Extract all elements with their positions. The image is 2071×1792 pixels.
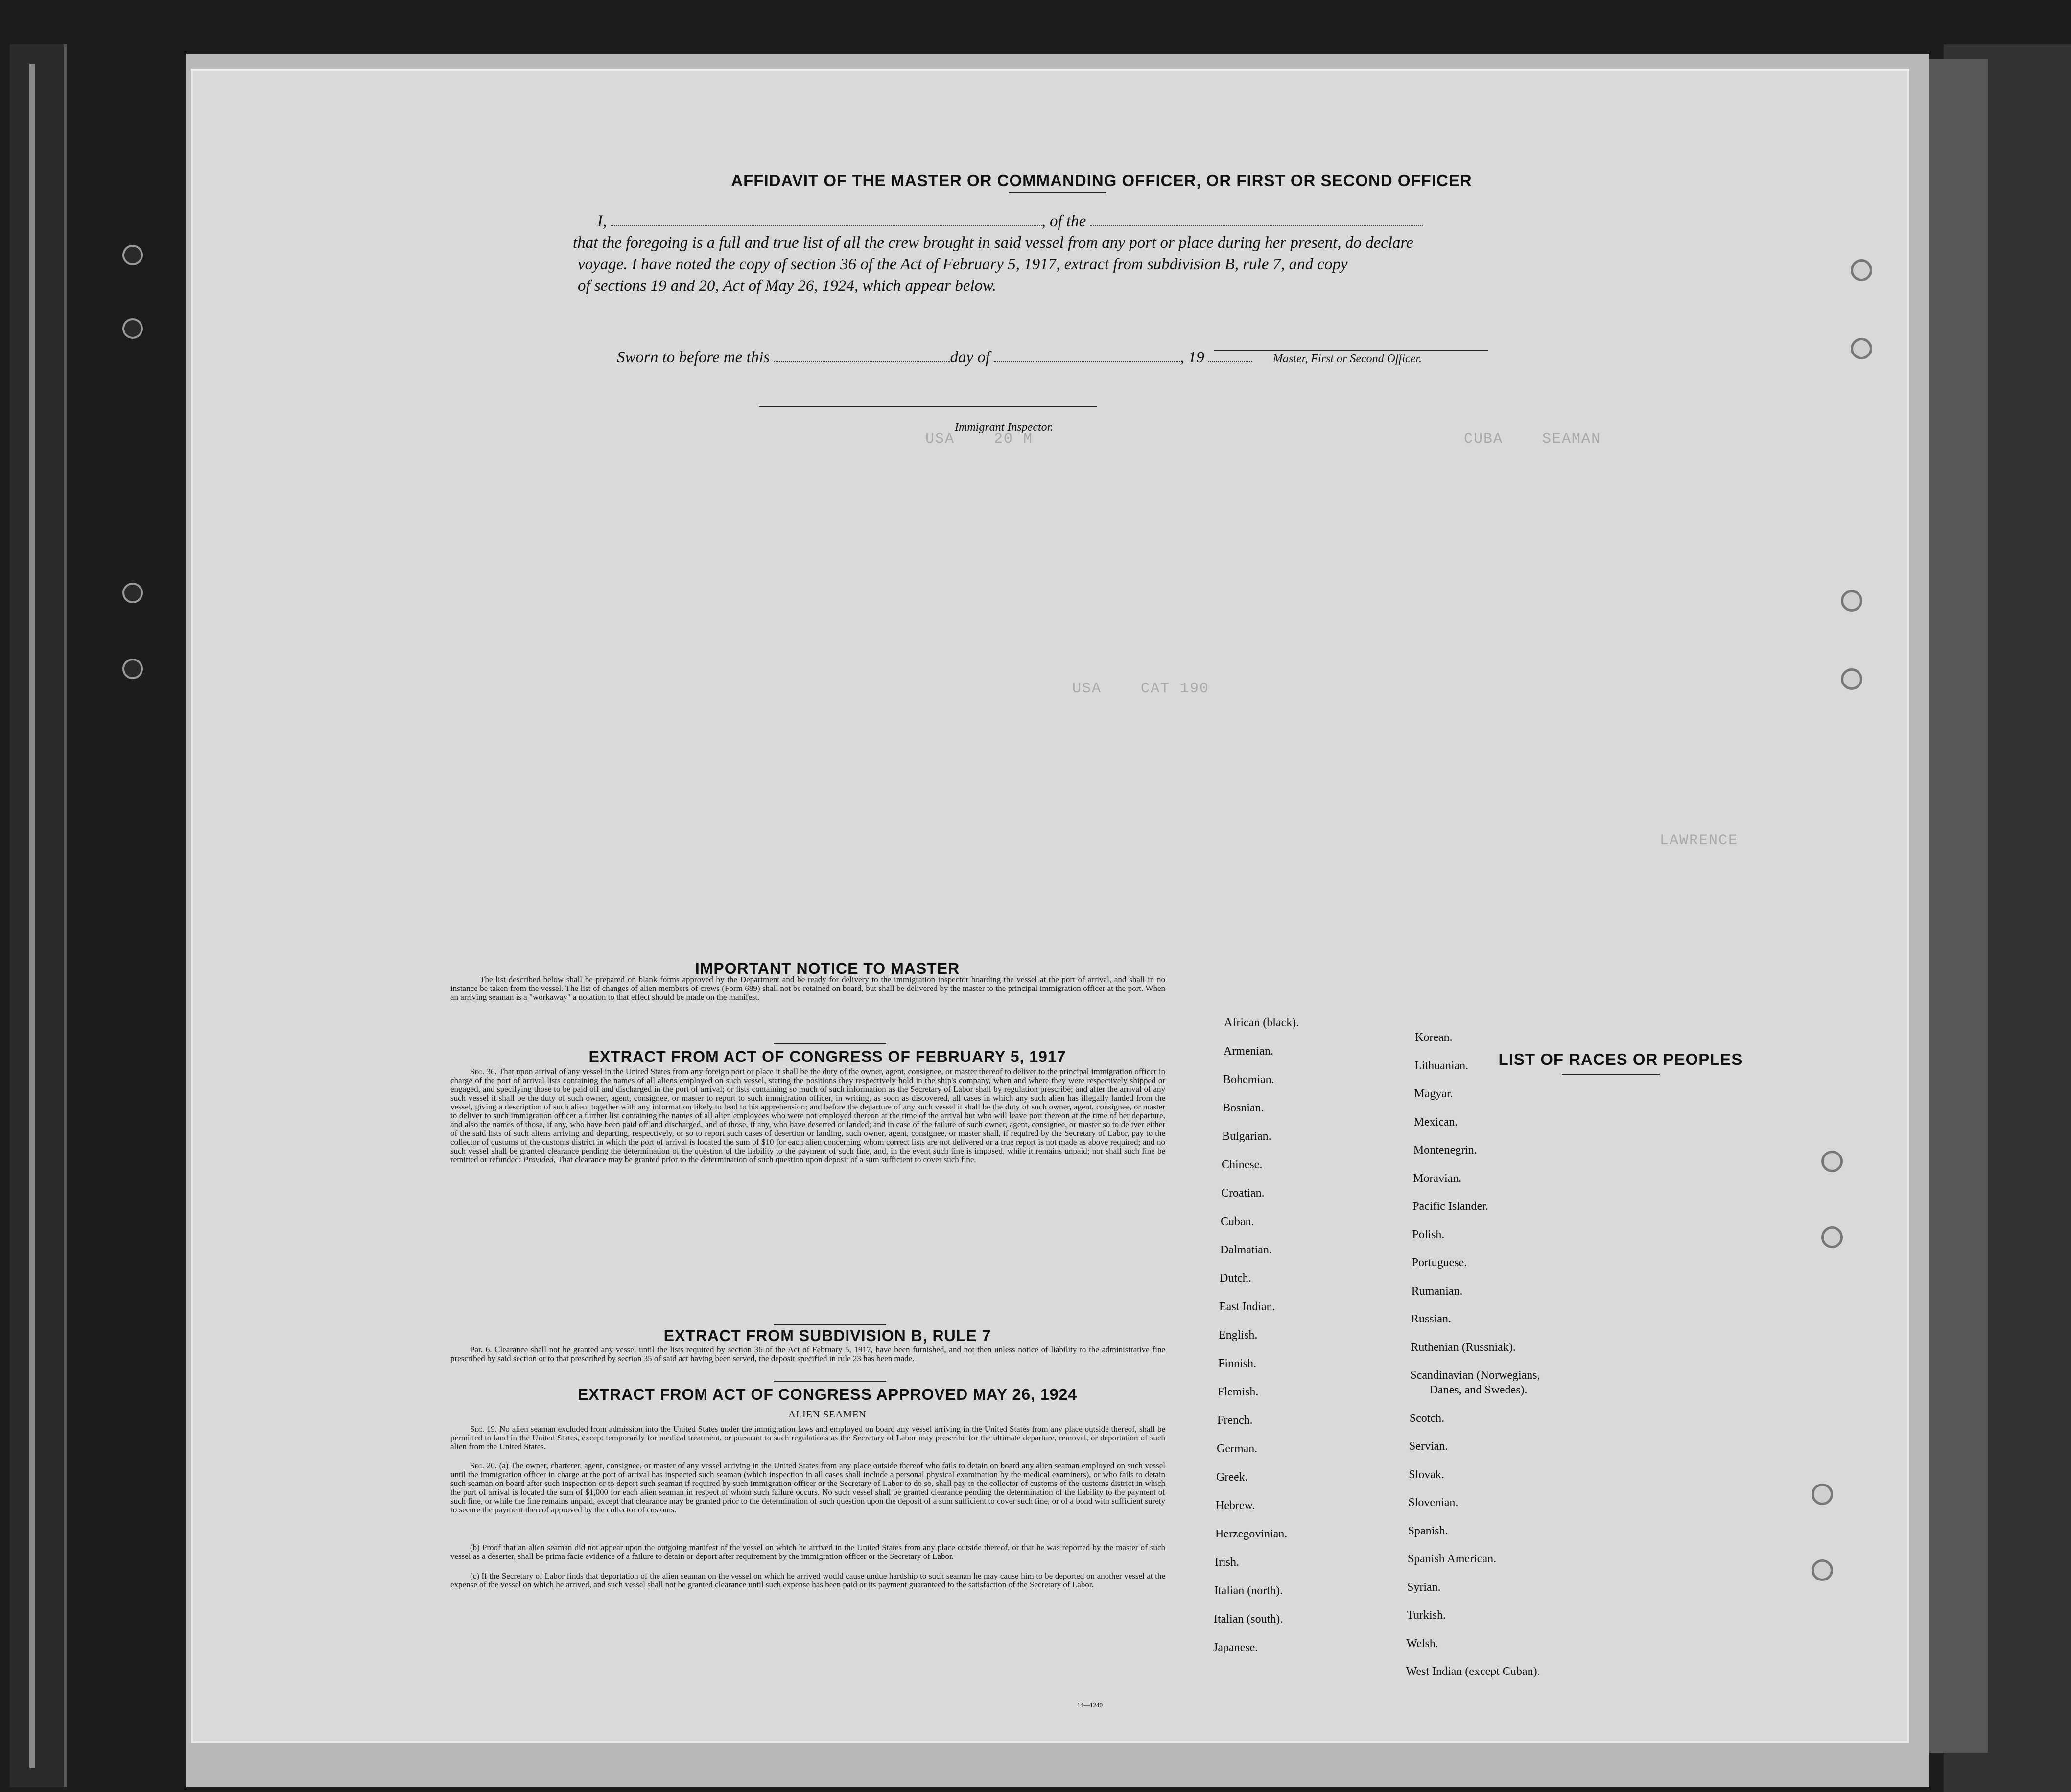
race-item: Rumanian. [1411,1284,1463,1297]
sec-36-body: That upon arrival of any vessel in the United States from any foreign port or place it shall be the duty of the owner, agent, consignee, or master thereof to deliver to the principal immigration officer in charge of the port of arrival lists containing the names of all aliens employed on such vessel, stating the positions they respectively hold in the ship's company, when and where they were respectively shipped or engaged, and specifying those to be paid off and discharged in the port of arrival; or lists containing so much of such information as the Secretary of Labor shall by regulation prescribe; and after the arrival of any such vessel it shall be the duty of such owner, agent, consignee, or master to report to such immigration officer, in writing, as soon as discovered, all cases in which any such alien has illegally landed from the vessel, giving a description of such alien, together with any information likely to lead to his apprehension; and before the departure of any such vessel it shall be the duty of such owner, agent, consignee, or master to deliver to such immigration officer a further list containing the names of all alien employees who were not employed thereon at the time of the arrival but who will leave port thereon at the time of her departure, and also the names of those, if any, who have been paid off and discharged, and of those, if any, who have deserted or landed; and in case of the failure of such owner, agent, consignee, or master so to deliver either of the said lists of such aliens arriving and departing, respectively, or so to report such cases of desertion or landing, such owner, agent, consignee, or master shall, if required by the Secretary of Labor, pay to the collector of customs of the customs district in which the port of arrival is located the sum of $10 for each alien concerning whom correct lists are not delivered or a true report is not made as above required; and no such vessel shall be granted clearance pending the determination of the question of the liability to the payment of such fine, and, in the event such fine is imposed, while it remains unpaid; nor shall such fine be remitted or refunded: [450,1067,1165,1164]
race-item: Irish. [1215,1556,1239,1569]
sec-19-body: No alien seaman excluded from admission into the United States under the immigration laws and employed on board any vessel arriving in the United States from any place outside thereof, shall be permitted to land in the United States, except temporarily for medical treatment, or pursuant to such regulations as the Secretary of Labor may prescribe for the ultimate departure, removal, or deportation of such alien from the United States. [450,1424,1165,1451]
affidavit-title: AFFIDAVIT OF THE MASTER OR COMMANDING OFFICER, OR FIRST OR SECOND OFFICER [731,171,1472,189]
sworn-day: day of [950,349,990,366]
race-item: Turkish. [1407,1609,1446,1622]
binder-hole [122,245,143,265]
sworn-prefix: Sworn to before me this [617,349,770,366]
race-item: Dalmatian. [1220,1244,1272,1256]
extract-1924-title: EXTRACT FROM ACT OF CONGRESS APPROVED MAY 26, 1924 [577,1386,1078,1403]
punch-hole [1851,259,1872,281]
punch-hole [1812,1559,1833,1581]
binder-hole [122,318,143,339]
race-item: Chinese. [1222,1158,1263,1171]
notice-title: IMPORTANT NOTICE TO MASTER [695,960,960,977]
race-item: Servian. [1409,1440,1448,1453]
master-label: Master, First or Second Officer. [1273,353,1422,365]
punch-hole [1812,1484,1833,1505]
sec-20a-text [450,1462,1165,1514]
vessel-blank [1090,212,1423,226]
affidavit-line-3 [578,254,1348,275]
race-item: West Indian (except Cuban). [1406,1665,1540,1678]
sec-20-label: Sec. 20. [470,1461,497,1470]
race-item: Armenian. [1224,1045,1273,1058]
scanner-left-strip [10,44,67,1787]
affidavit-text-2: that the foregoing is a full and true list of all the crew brought in said vessel from any port or place during her present [573,234,1338,252]
race-item: Hebrew. [1216,1499,1255,1512]
race-item: Flemish. [1218,1386,1259,1398]
affidavit-text-3: voyage. I have noted the copy of section 36 of the Act of February 5, 1917, extract from subdivision B, rule 7, and copy [578,256,1348,273]
race-item: Polish. [1412,1228,1445,1241]
race-item: Greek. [1216,1471,1248,1484]
affidavit-line-2 [573,232,1413,254]
alien-seamen-subtitle: ALIEN SEAMEN [788,1409,867,1420]
race-item: Bosnian. [1223,1102,1264,1114]
race-item: Spanish. [1408,1524,1448,1537]
rule7-text: Par. 6. Clearance shall not be granted any vessel until the lists required by section 36 of the Act of February 5, 1917, have been furnished, and not then unless notice of liability to the administrative fine prescribed by said section or to that prescribed by section 35 of said act having been served, the deposit specified in rule 23 has been made. [450,1345,1165,1363]
manifest-page [191,69,1909,1743]
race-item: Bulgarian. [1222,1130,1271,1143]
inspector-label: Immigrant Inspector. [955,421,1054,434]
race-item: African (black). [1224,1016,1299,1029]
race-item: Bohemian. [1223,1073,1274,1086]
title-rule [1009,192,1106,193]
form-number: 14—1240 [1077,1701,1103,1709]
race-item: Portuguese. [1412,1256,1467,1269]
race-item: Japanese. [1213,1641,1258,1654]
binder-hole [122,583,143,603]
bleed-through-text: LAWRENCE [1660,832,1739,849]
race-item: Montenegrin. [1413,1144,1477,1156]
race-item: Dutch. [1220,1272,1251,1285]
scanner-rail [29,64,35,1768]
sec-20b-text: (b) Proof that an alien seaman did not appear upon the outgoing manifest of the vessel on which he arrived in the United States from any place outside thereof, or that he was reported by the master of such vessel as a deserter, shall be prima facie evidence of a failure to detain or deport after requirement by the immigration officer or the Secretary of Labor. [450,1543,1165,1561]
extract-1917-text [450,1067,1165,1164]
race-item: Slovenian. [1408,1496,1459,1509]
races-title-rule [1562,1074,1660,1075]
race-item: German. [1217,1442,1258,1455]
races-title: LIST OF RACES OR PEOPLES [1498,1050,1743,1068]
sworn-line [617,347,1252,368]
notice-text: The list described below shall be prepared on blank forms approved by the Department and be ready for delivery to the immigration inspector boarding the vessel at the port of arrival, and shall in no instance be taken from the vessel. The list of changes of alien members of crews (Form 689) shall not be retained on board, but shall be delivered by the master to the principal immigration officer at the port. When an arriving seaman is a "workaway" a notation to that effect should be made on the manifest. [450,975,1165,1002]
race-item: Syrian. [1407,1580,1441,1594]
bleed-through-text: CUBA SEAMAN [1464,431,1601,448]
race-item: Moravian. [1413,1172,1462,1185]
rule7-title: EXTRACT FROM SUBDIVISION B, RULE 7 [663,1327,991,1344]
punch-hole [1851,338,1872,359]
punch-hole [1821,1151,1843,1172]
provided-term: Provided, [523,1155,556,1164]
affidavit-of-the: , of the [1041,212,1086,230]
extract-1917-title: EXTRACT FROM ACT OF CONGRESS OF FEBRUARY 5, 1917 [588,1048,1066,1065]
sec-20a-body: (a) The owner, charterer, agent, consignee, or master of any vessel arriving in the United States from any place outside thereof who fails to detain on board any alien seaman employed on such vessel until the immigration officer in charge at the port of arrival has inspected such seaman (which inspection in all cases shall include a personal physical examination by the medical examiners), or who fails to detain such seaman on board after such inspection or to deport such seaman if required by such immigration officer or the Secretary of Labor to do so, shall pay to the collector of customs of the customs district in which the port of arrival is located the sum of $1,000 for each alien seaman in respect of whom such failure occurs. No such vessel shall be granted clearance pending the determination of the liability to the payment of such fine, or while the fine remains unpaid, except that clearance may be granted prior to the determination of such question upon the deposit of a sum sufficient to cover such fine, or of a bond with sufficient surety to secure the payment thereof approved by the collector of customs. [450,1461,1165,1514]
punch-hole [1841,668,1862,690]
race-item: Croatian. [1221,1187,1265,1200]
race-item: French. [1217,1414,1253,1427]
section-rule [774,1381,886,1382]
race-item: Ruthenian (Russniak). [1411,1341,1516,1354]
race-item: Mexican. [1413,1115,1458,1129]
sworn-year: , 19 [1180,349,1204,366]
day-blank [774,348,950,362]
month-blank [994,348,1180,362]
race-item: Danes, and Swedes). [1429,1384,1528,1396]
year-blank [1208,348,1252,362]
race-item: Cuban. [1221,1215,1254,1228]
punch-hole [1841,590,1862,612]
race-item: English. [1219,1329,1258,1342]
name-blank [611,212,1042,226]
race-item: Korean. [1415,1031,1453,1044]
race-item: Lithuanian. [1414,1059,1469,1072]
master-signature-line [1214,350,1488,351]
affidavit-line-4 [578,275,996,297]
inspector-signature-line [759,406,1097,407]
race-item: Magyar. [1414,1087,1453,1100]
punch-hole [1821,1226,1843,1248]
sec-20c-text: (c) If the Secretary of Labor finds that deportation of the alien seaman on the vessel on which he arrived would cause undue hardship to such seaman he may cause him to be deported on another vessel at the expense of the vessel on which he arrived, and such vessel shall not be granted clearance until such expense has been paid or its payment guaranteed to the satisfaction of the Secretary of Labor. [450,1571,1165,1589]
affidavit-i: I, [597,212,607,230]
bleed-through-text: USA CAT 190 [1072,681,1210,697]
race-item: Herzegovinian. [1215,1528,1288,1540]
race-item: Italian (south). [1214,1613,1283,1626]
sec-36-end: That clearance may be granted prior to the determination of such question upon deposit of a sum sufficient to cover such fine. [557,1155,976,1164]
race-item: Finnish. [1218,1357,1257,1370]
bleed-through-text: USA 20 M [876,431,1034,448]
race-item: Scotch. [1409,1412,1445,1425]
affidavit-line-1 [597,211,1423,232]
affidavit-declare: , do declare [1337,234,1413,252]
race-item: East Indian. [1219,1300,1275,1313]
race-item: Welsh. [1406,1637,1438,1650]
sec-36-label: Sec. 36. [470,1067,497,1076]
sec-19-label: Sec. 19. [470,1424,497,1434]
race-item: Spanish American. [1407,1553,1497,1565]
race-item: Pacific Islander. [1412,1200,1488,1213]
scanner-right-edge [1919,59,1988,1753]
race-item: Russian. [1411,1313,1452,1325]
binder-hole [122,659,143,679]
section-rule [774,1043,886,1044]
section-rule [774,1324,886,1325]
race-item: Italian (north). [1214,1584,1283,1597]
race-item: Slovak. [1409,1468,1444,1481]
affidavit-text-4: of sections 19 and 20, Act of May 26, 1924, which appear below. [578,277,996,295]
sec-19-text [450,1425,1165,1451]
race-item: Scandinavian (Norwegians, [1410,1369,1540,1382]
